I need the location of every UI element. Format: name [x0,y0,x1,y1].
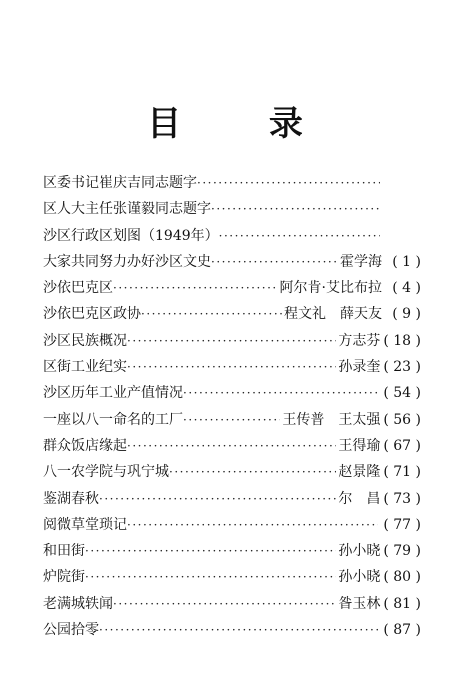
dot-leader [219,223,380,249]
toc-entry-title: 沙区民族概况 [43,332,127,349]
toc-entry-title: 沙依巴克区政协 [43,306,141,323]
toc-entry-page: ( 23 ) [383,359,421,376]
toc-entry [43,223,421,249]
toc-entry [43,591,421,617]
toc-entry-author: 尔 昌 [338,490,381,507]
toc-entry [43,301,421,327]
toc-entry-title: 区街工业纪实 [43,359,127,376]
dot-leader [99,486,336,512]
toc-entry-page: ( 54 ) [383,385,421,402]
toc-entry-title: 阅微草堂琐记 [43,516,127,533]
toc-entry-title: 沙区行政区划图（1949年） [43,227,219,244]
toc-entry [43,275,421,301]
toc-entry-page: ( 56 ) [383,411,421,428]
toc-entry-title: 八一农学院与巩宁城 [43,464,169,481]
toc-entry-author: 程文礼 薛天友 [284,306,382,323]
toc-entry-page: ( 71 ) [383,464,421,481]
toc-entry-author: 霍学海 [340,253,382,270]
toc-entry [43,196,421,222]
toc-entry-title: 群众饭店缘起 [43,437,127,454]
toc-entry-author: 孙小晓 [338,543,381,560]
toc-entry-title: 区委书记崔庆吉同志题字 [43,175,197,191]
page-title: 目 录 [147,104,341,144]
toc-entry-author: 赵景隆 [338,464,381,481]
toc-entry-title: 和田街 [43,543,85,560]
toc-entry-page: ( 9 ) [392,306,421,323]
toc-entry [43,617,421,643]
toc-entry-page: ( 4 ) [392,280,421,297]
toc-entry [43,170,421,196]
dot-leader [211,196,380,222]
toc-entry-title: 沙依巴克区 [43,280,113,297]
dot-leader [141,301,282,327]
dot-leader [127,354,336,380]
toc-entry-title: 一座以八一命名的工厂 [43,411,183,428]
toc-entry-page: ( 87 ) [383,622,421,639]
dot-leader [127,328,336,354]
toc-entry [43,564,421,590]
dot-leader [127,512,378,538]
toc-entry-title: 大家共同努力办好沙区文史 [43,253,211,270]
toc-entry-author: 昝玉林 [338,595,381,612]
toc-entry [43,433,421,459]
toc-entry-title: 老满城轶闻 [43,595,113,612]
toc-entry [43,380,421,406]
dot-leader [85,564,336,590]
dot-leader [99,617,378,643]
toc-entry-author: 孙小晓 [338,569,381,586]
toc-entry-title: 沙区历年工业产值情况 [43,385,183,402]
toc-entry-page: ( 73 ) [383,490,421,507]
toc-entry-author: 方志芬 [338,332,381,349]
toc-entry-page: ( 18 ) [383,332,421,349]
toc-entry [43,459,421,485]
toc-entry [43,512,421,538]
dot-leader [197,170,380,196]
toc-entry-page: ( 81 ) [383,595,421,612]
toc-entry-author: 孙录奎 [338,359,381,376]
toc-entry-page: ( 80 ) [383,569,421,586]
toc-entry [43,354,421,380]
dot-leader [169,459,336,485]
toc-entry-page: ( 77 ) [383,516,421,533]
toc-entry-title: 炉院街 [43,569,85,586]
toc-entry [43,249,421,275]
toc-entry [43,328,421,354]
toc-entry [43,538,421,564]
toc-entry-author: 王传普 王太强 [282,411,381,428]
toc-entry-page: ( 1 ) [392,253,421,270]
toc-entry-title: 公园拾零 [43,622,99,639]
toc-entry [43,486,421,512]
table-of-contents [43,170,421,643]
dot-leader [113,275,278,301]
toc-entry [43,407,421,433]
dot-leader [183,407,280,433]
toc-entry-author: 阿尔肯·艾比布拉 [279,280,382,297]
toc-entry-author: 王得瑜 [338,437,381,454]
toc-entry-page: ( 67 ) [383,437,421,454]
dot-leader [211,249,338,275]
dot-leader [127,433,336,459]
toc-entry-page: ( 79 ) [383,543,421,560]
dot-leader [183,380,378,406]
toc-entry-title: 鉴湖春秋 [43,490,99,507]
dot-leader [113,591,336,617]
dot-leader [85,538,336,564]
toc-entry-title: 区人大主任张谨毅同志题字 [43,201,211,218]
